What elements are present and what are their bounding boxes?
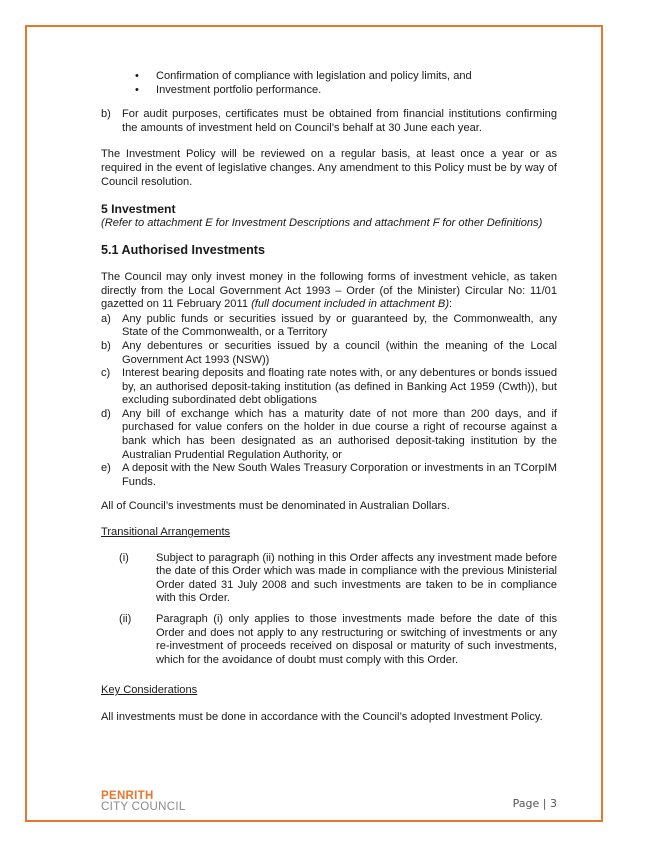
bullet-list [135,70,557,97]
review-paragraph: The Investment Policy will be reviewed on a regular basis, at least once a year or as required in the event of legislative changes. Any amendment to this Policy must be by way of Council resolution. [101,148,557,188]
document-body [101,70,557,725]
list-item: • Investment portfolio performance. [135,84,557,98]
list-item-text: Any debentures or securities issued by a council (within the meaning of the Local Government Act 1993 (NSW)) [122,339,557,366]
list-item-text: A deposit with the New South Wales Treasury Corporation or investments in an TCorpIM Funds. [122,462,557,488]
list-item-text: Interest bearing deposits and floating rate notes with, or any debentures or bonds issued by, an authorised deposit-taking institution (as defined in Banking Act 1959 (Cwth)), but excluding subordinated debt obligations [122,367,557,407]
list-item [101,367,557,408]
list-item [119,552,557,606]
logo-line-2: CITY COUNCIL [101,801,186,813]
audit-item [101,108,557,135]
list-marker: c) [101,367,111,380]
intro-end: : [449,298,453,311]
list-marker: (ii) [119,613,132,625]
intro-text: The Council may only invest money in the following forms of investment vehicle, as taken directly from the Local Government Act 1993 – Order (of the Minister) Circular No: 11/01 gazetted on 11 February 2011 [101,270,557,311]
list-marker: a) [101,312,111,325]
authorised-intro [101,271,557,312]
logo-line-1: PENRITH [101,790,154,802]
list-item-text: Subject to paragraph (ii) nothing in this Order affects any investment made before the date of this Order which was made in compliance with the previous Ministerial Order dated 31 July 2008 and such investments are taken to be in compliance with this Order. [156,551,557,605]
section-5-reference: (Refer to attachment E for Investment Descriptions and attachment F for other Definitions) [101,216,543,229]
list-item [101,313,557,340]
list-item-text: Any public funds or securities issued by or guaranteed by, the Commonwealth, any State of the Commonwealth, or a Territory [122,312,557,339]
authorised-list [101,313,557,490]
section-5-heading: 5 Investment [101,202,176,217]
list-item [101,340,557,367]
list-marker: (i) [119,551,129,564]
list-item: • Confirmation of compliance with legislation and policy limits, and [135,70,557,84]
audit-text: For audit purposes, certificates must be obtained from financial institutions confirming the amounts of investment held on Council’s behalf at 30 June each year. [122,108,557,134]
list-item [119,613,557,667]
list-item [101,462,557,489]
page-number: Page | 3 [512,797,557,810]
section-5-1-heading: 5.1 Authorised Investments [101,243,265,258]
list-marker: d) [101,407,111,420]
list-item [101,408,557,462]
penrith-logo [101,791,186,813]
transitional-heading: Transitional Arrangements [101,526,231,539]
list-marker: e) [101,462,111,475]
list-marker: b) [101,339,111,352]
list-item-text: Any bill of exchange which has a maturity date of not more than 200 days, and if purchased for value confers on the holder in due course a right of recourse against a bank which has been designated as an authorised deposit-taking institution by the Australian Prudential Regulation Authority, or [122,407,557,461]
key-considerations-text: All investments must be done in accordance with the Council’s adopted Investment Policy. [101,710,543,723]
list-marker: b) [101,108,111,121]
denomination-paragraph: All of Council’s investments must be denominated in Australian Dollars. [101,500,450,513]
key-considerations-heading: Key Considerations [101,684,198,697]
list-item-text: Paragraph (i) only applies to those investments made before the date of this Order and does not apply to any restructuring or switching of investments or any re-investment of proceeds received on disposal or maturity of such investments, which for the avoidance of doubt must comply with this Order. [156,613,557,666]
intro-italic: (full document included in attachment B) [251,298,450,311]
